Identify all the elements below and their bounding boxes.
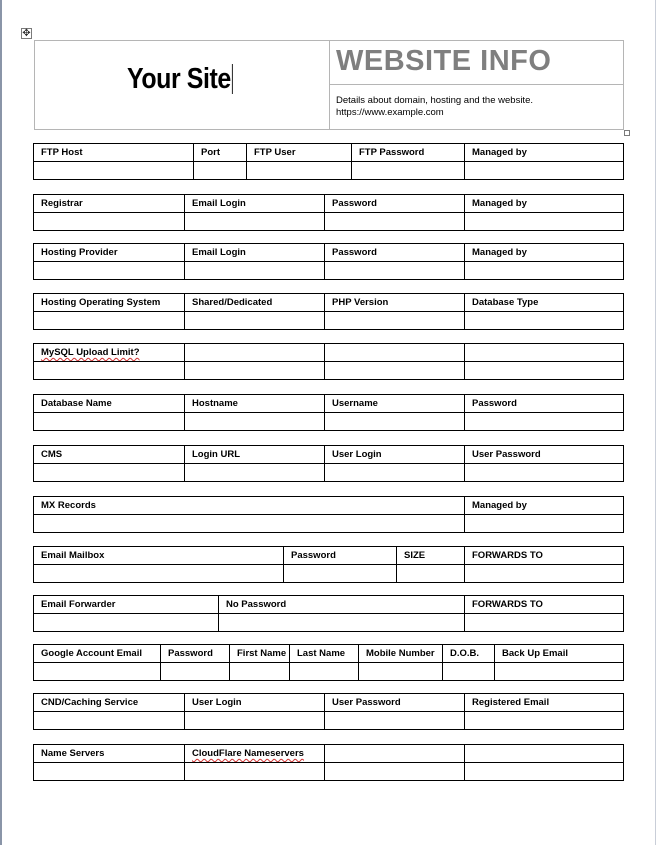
password-field[interactable] [161,663,230,681]
mysql-cell[interactable] [325,362,465,380]
label-registrar: Registrar [34,195,185,213]
database-type-field[interactable] [465,312,624,330]
password-field[interactable] [465,413,624,431]
cdn-caching-service-field[interactable] [34,712,185,730]
password-field[interactable] [325,262,465,280]
label-ftp-host: FTP Host [34,144,194,162]
label-google-account-email: Google Account Email [34,645,161,663]
page-left-border [0,0,2,845]
hosting-provider-field[interactable] [34,262,185,280]
description-url: https://www.example.com [336,107,444,118]
text-cursor [232,64,233,94]
label-forwards-to: FORWARDS TO [465,596,624,614]
mysql-cell[interactable] [465,344,624,362]
first-name-field[interactable] [230,663,290,681]
google-account-email-field[interactable] [34,663,161,681]
label-user-login: User Login [185,694,325,712]
label-login-url: Login URL [185,446,325,464]
label-port: Port [194,144,247,162]
info-title-cell[interactable] [330,41,623,85]
managed-by-field[interactable] [465,515,624,533]
username-field[interactable] [325,413,465,431]
managed-by-field[interactable] [465,213,624,231]
label-cloudflare-nameservers [185,745,325,763]
name-servers-cell[interactable] [325,745,465,763]
registered-email-field[interactable] [465,712,624,730]
ftp-host-field[interactable] [34,162,194,180]
label-database-name: Database Name [34,395,185,413]
hosting-os-table [33,293,624,330]
label-hosting-provider: Hosting Provider [34,244,185,262]
label-managed-by: Managed by [465,144,624,162]
cdn-table [33,693,624,730]
label-mx-records: MX Records [34,497,465,515]
description-line-1: Details about domain, hosting and the website. [336,95,533,106]
dob-field[interactable] [443,663,495,681]
hosting-os-field[interactable] [34,312,185,330]
cloudflare-label-text: CloudFlare Nameservers [192,748,304,759]
label-cdn-caching-service: CND/Caching Service [34,694,185,712]
mysql-cell[interactable] [325,344,465,362]
database-name-field[interactable] [34,413,185,431]
user-password-field[interactable] [465,464,624,482]
mysql-cell[interactable] [465,362,624,380]
mysql-cell[interactable] [185,362,325,380]
user-login-field[interactable] [185,712,325,730]
label-registered-email: Registered Email [465,694,624,712]
table-resize-handle[interactable] [624,130,630,136]
cloudflare-nameservers-field[interactable] [185,763,325,781]
description [336,95,533,119]
ftp-password-field[interactable] [352,162,465,180]
site-title: Your Site [127,63,231,95]
mysql-label-text: MySQL Upload Limit? [41,347,140,358]
label-mysql-upload-limit [34,344,185,362]
cms-table [33,445,624,482]
mysql-upload-limit-field[interactable] [34,362,185,380]
label-email-login: Email Login [185,244,325,262]
info-title: WEBSITE INFO [336,45,552,77]
label-dob: D.O.B. [443,645,495,663]
label-forwards-to: FORWARDS TO [465,547,624,565]
label-ftp-password: FTP Password [352,144,465,162]
email-mailbox-field[interactable] [34,565,284,583]
managed-by-field[interactable] [465,162,624,180]
registrar-field[interactable] [34,213,185,231]
label-email-login: Email Login [185,195,325,213]
label-shared-dedicated: Shared/Dedicated [185,294,325,312]
ftp-table [33,143,624,180]
label-name-servers: Name Servers [34,745,185,763]
managed-by-field[interactable] [465,262,624,280]
email-forwarder-table [33,595,624,632]
label-password: Password [161,645,230,663]
label-backup-email: Back Up Email [495,645,624,663]
email-login-field[interactable] [185,213,325,231]
table-move-handle-icon[interactable]: ✥ [22,28,31,39]
label-user-password: User Password [325,694,465,712]
no-password-field[interactable] [219,614,465,632]
label-user-login: User Login [325,446,465,464]
size-field[interactable] [397,565,465,583]
label-username: Username [325,395,465,413]
hostname-field[interactable] [185,413,325,431]
mysql-cell[interactable] [185,344,325,362]
port-field[interactable] [194,162,247,180]
name-servers-field[interactable] [34,763,185,781]
label-php-version: PHP Version [325,294,465,312]
label-password: Password [325,195,465,213]
label-password: Password [325,244,465,262]
email-login-field[interactable] [185,262,325,280]
php-version-field[interactable] [325,312,465,330]
name-servers-cell[interactable] [325,763,465,781]
description-cell[interactable] [330,85,623,129]
database-table [33,394,624,431]
login-url-field[interactable] [185,464,325,482]
user-login-field[interactable] [325,464,465,482]
registrar-table [33,194,624,231]
shared-dedicated-field[interactable] [185,312,325,330]
label-cms: CMS [34,446,185,464]
email-mailbox-table [33,546,624,583]
site-title-cell[interactable] [35,41,330,129]
label-email-forwarder: Email Forwarder [34,596,219,614]
label-last-name: Last Name [290,645,359,663]
label-hostname: Hostname [185,395,325,413]
last-name-field[interactable] [290,663,359,681]
label-hosting-os: Hosting Operating System [34,294,185,312]
label-password: Password [284,547,397,565]
forwards-to-field[interactable] [465,614,624,632]
header-table [34,40,624,130]
label-ftp-user: FTP User [247,144,352,162]
email-forwarder-field[interactable] [34,614,219,632]
label-mobile-number: Mobile Number [359,645,443,663]
user-password-field[interactable] [325,712,465,730]
label-managed-by: Managed by [465,195,624,213]
hosting-table [33,243,624,280]
mx-records-table [33,496,624,533]
password-field[interactable] [325,213,465,231]
ftp-user-field[interactable] [247,162,352,180]
mx-records-field[interactable] [34,515,465,533]
label-size: SIZE [397,547,465,565]
label-email-mailbox: Email Mailbox [34,547,284,565]
password-field[interactable] [284,565,397,583]
mobile-number-field[interactable] [359,663,443,681]
label-managed-by: Managed by [465,244,624,262]
label-managed-by: Managed by [465,497,624,515]
name-servers-table [33,744,624,781]
label-database-type: Database Type [465,294,624,312]
forwards-to-field[interactable] [465,565,624,583]
label-first-name: First Name [230,645,290,663]
name-servers-cell[interactable] [465,745,624,763]
mysql-table [33,343,624,380]
label-password: Password [465,395,624,413]
label-user-password: User Password [465,446,624,464]
name-servers-cell[interactable] [465,763,624,781]
cms-field[interactable] [34,464,185,482]
google-account-table [33,644,624,681]
label-no-password: No Password [219,596,465,614]
backup-email-field[interactable] [495,663,624,681]
